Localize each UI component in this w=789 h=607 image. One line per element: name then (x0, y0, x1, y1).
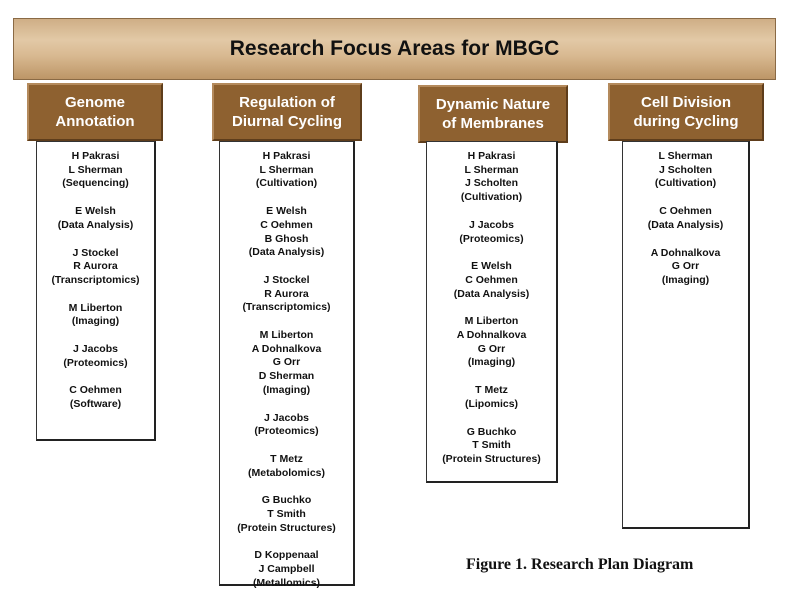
member-group: H Pakrasi L Sherman J Scholten (Cultivation) (460, 150, 523, 204)
column-regulation-of-diurnal-cycling (219, 141, 355, 589)
member-group: J Stockel R Aurora (Transcriptomics) (51, 246, 140, 286)
member-group: E Welsh C Oehmen B Ghosh (Data Analysis) (248, 205, 325, 259)
member-group: E Welsh (Data Analysis) (57, 205, 134, 231)
member-group: J Jacobs (Proteomics) (459, 218, 524, 245)
member-group: C Oehmen (Software) (69, 384, 122, 411)
member-group: H Pakrasi L Sherman (Sequencing) (62, 150, 129, 190)
title-banner (13, 18, 776, 80)
member-group: C Oehmen (Data Analysis) (647, 205, 724, 231)
column-cell-division-during-cycling (622, 141, 750, 529)
member-group: H Pakrasi L Sherman (Cultivation) (255, 150, 318, 190)
column-dynamic-nature-of-membranes (426, 141, 558, 483)
member-group: D Koppenaal J Campbell (Metallomics) (252, 549, 321, 589)
diagram-title: Research Focus Areas for MBGC (229, 37, 560, 60)
figure-caption: Figure 1. Research Plan Diagram (466, 556, 694, 573)
member-group: J Jacobs (Proteomics) (254, 411, 319, 438)
member-group: M Liberton A Dohnalkova G Orr D Sherman (Imaging) (251, 329, 322, 396)
member-group: A Dohnalkova G Orr (Imaging) (650, 246, 721, 286)
member-group: G Buchko T Smith (Protein Structures) (442, 425, 541, 465)
member-group: T Metz (Lipomics) (464, 384, 519, 410)
member-group: T Metz (Metabolomics) (247, 452, 325, 479)
column-genome-annotation (36, 141, 156, 441)
header-cell-division-during-cycling: Cell Division during Cycling (608, 83, 764, 141)
member-group: M Liberton A Dohnalkova G Orr (Imaging) (456, 315, 527, 369)
member-group: L Sherman J Scholten (Cultivation) (654, 150, 717, 190)
member-group: M Liberton (Imaging) (68, 301, 123, 328)
member-group: G Buchko T Smith (Protein Structures) (237, 494, 336, 534)
header-regulation-of-diurnal-cycling: Regulation of Diurnal Cycling (212, 83, 362, 141)
member-group: J Jacobs (Proteomics) (63, 343, 128, 369)
member-group: J Stockel R Aurora (Transcriptomics) (242, 273, 331, 314)
header-genome-annotation: Genome Annotation (27, 83, 163, 141)
member-group: E Welsh C Oehmen (Data Analysis) (453, 260, 530, 300)
header-dynamic-nature-of-membranes: Dynamic Nature of Membranes (418, 85, 568, 143)
